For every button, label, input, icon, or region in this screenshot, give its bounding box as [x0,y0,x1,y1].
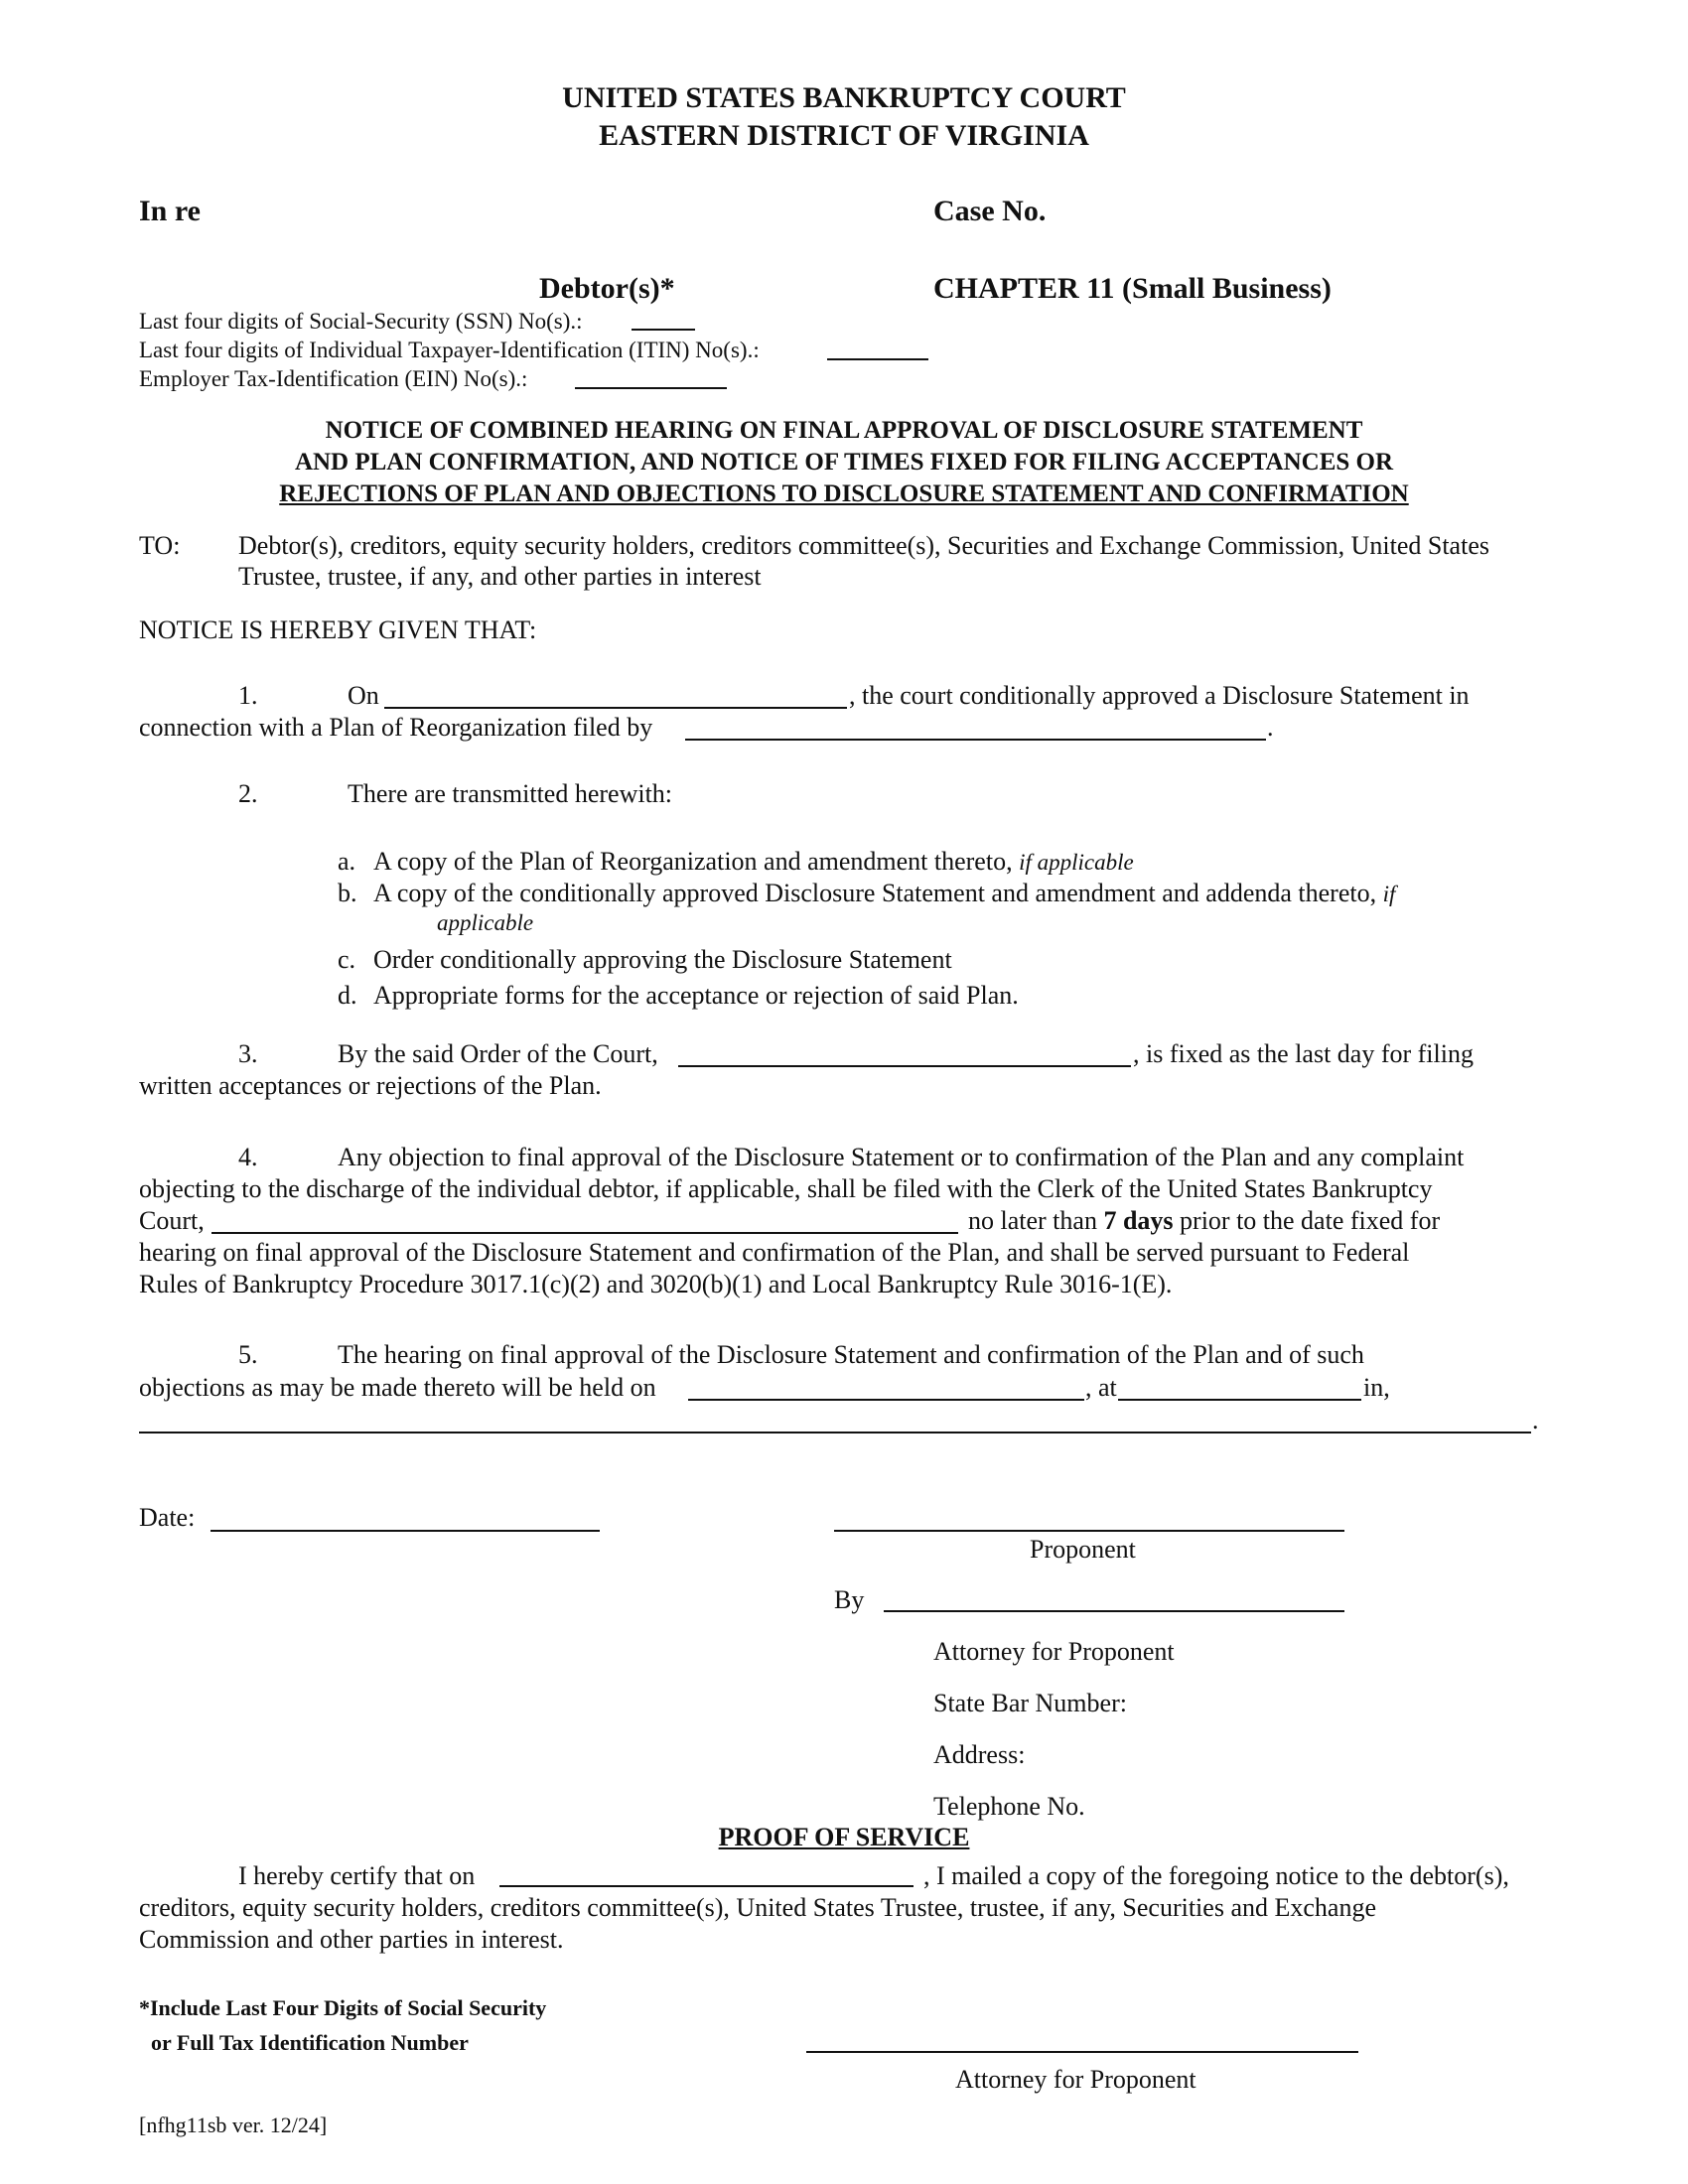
state-bar-label: State Bar Number: [933,1689,1127,1717]
p1-on: On [348,681,379,710]
list-item-continuation: applicable [437,910,534,935]
court-district: EASTERN DISTRICT OF VIRGINIA [599,119,1089,152]
p3-number: 3. [238,1039,258,1068]
p1-text: , the court conditionally approved a Disclosure Statement in [849,681,1470,710]
date-field[interactable] [211,1530,600,1532]
court-name: UNITED STATES BANKRUPTCY COURT [562,81,1126,114]
list-item: d. Appropriate forms for the acceptance or rejection of said Plan. [338,981,1019,1010]
notice-title-line1: NOTICE OF COMBINED HEARING ON FINAL APPROVAL OF DISCLOSURE STATEMENT [325,417,1363,444]
p3-text-line2: written acceptances or rejections of the Plan. [139,1071,602,1100]
by-signature-line[interactable] [884,1610,1344,1612]
p4-line3-court: Court, [139,1206,205,1235]
proponent-signature-line[interactable] [834,1530,1344,1532]
p5-period: . [1532,1406,1539,1434]
p5-hearing-date-field[interactable] [688,1399,1084,1401]
itin-field[interactable] [827,358,928,360]
list-item: b. A copy of the conditionally approved Disclosure Statement and amendment and addenda thereto, if [338,879,1396,907]
list-item: a. A copy of the Plan of Reorganization and amendment thereto, if applicable [338,847,1134,876]
p4-line2: objecting to the discharge of the individual debtor, if applicable, shall be filed with the Clerk of the United States Bankruptcy [139,1174,1433,1203]
date-label: Date: [139,1503,196,1532]
attorney-signature-label: Attorney for Proponent [955,2065,1196,2094]
p5-number: 5. [238,1340,258,1369]
p5-location-field[interactable] [139,1432,1531,1433]
form-id: [nfhg11sb ver. 12/24] [139,2113,328,2137]
p2-number: 2. [238,779,258,808]
p4-line3-deadline: no later than 7 days prior to the date fixed for [968,1206,1441,1235]
ssn-field[interactable] [632,329,695,331]
p1-filed-by-field[interactable] [685,739,1266,741]
ein-label: Employer Tax-Identification (EIN) No(s).: [139,366,528,391]
list-item: c. Order conditionally approving the Disclosure Statement [338,945,952,974]
address-label: Address: [933,1740,1026,1769]
p5-line2: objections as may be made thereto will be held on [139,1373,656,1402]
debtors-label: Debtor(s)* [539,272,675,305]
by-label: By [834,1585,865,1614]
p4-line5: Rules of Bankruptcy Procedure 3017.1(c)(2) and 3020(b)(1) and Local Bankruptcy Rule 3016-1(E). [139,1270,1173,1298]
p1-text-line2: connection with a Plan of Reorganization filed by [139,713,653,742]
p2-text: There are transmitted herewith: [348,779,673,808]
ein-field[interactable] [575,387,727,389]
p3-text: By the said Order of the Court, [338,1039,658,1068]
attorney-signature-line[interactable] [806,2051,1358,2053]
p5-line1: The hearing on final approval of the Disclosure Statement and confirmation of the Plan and of such [338,1340,1364,1369]
itin-label: Last four digits of Individual Taxpayer-Identification (ITIN) No(s).: [139,338,760,362]
proof-date-field[interactable] [499,1885,914,1887]
attorney-label: Attorney for Proponent [933,1637,1175,1666]
p3-date-field[interactable] [678,1065,1131,1067]
p5-at: , at [1085,1373,1117,1402]
notice-title-line2: AND PLAN CONFIRMATION, AND NOTICE OF TIMES FIXED FOR FILING ACCEPTANCES OR [294,449,1394,476]
telephone-label: Telephone No. [933,1792,1085,1821]
p4-number: 4. [238,1143,258,1171]
proof-line2: creditors, equity security holders, creditors committee(s), United States Trustee, trustee, if any, Securities and Exchange [139,1893,1376,1922]
notice-title-line3: REJECTIONS OF PLAN AND OBJECTIONS TO DISCLOSURE STATEMENT AND CONFIRMATION [279,480,1409,507]
p5-in: in, [1363,1373,1390,1402]
chapter-label: CHAPTER 11 (Small Business) [933,272,1332,305]
footnote-line1: *Include Last Four Digits of Social Security [139,1995,547,2020]
to-label: TO: [139,531,181,560]
p5-hearing-time-field[interactable] [1118,1399,1361,1401]
proof-line1-after: , I mailed a copy of the foregoing notice to the debtor(s), [923,1861,1509,1890]
ssn-label: Last four digits of Social-Security (SSN) No(s).: [139,309,583,334]
footnote-line2: or Full Tax Identification Number [151,2030,469,2055]
p4-court-address-field[interactable] [211,1232,958,1234]
p1-date-field[interactable] [384,707,847,709]
p1-period: . [1267,713,1274,742]
notice-given: NOTICE IS HEREBY GIVEN THAT: [139,615,537,644]
to-recipients-line2: Trustee, trustee, if any, and other parties in interest [238,562,762,591]
proponent-label: Proponent [1030,1535,1136,1564]
p1-number: 1. [238,681,258,710]
p4-line4: hearing on final approval of the Disclosure Statement and confirmation of the Plan, and shall be served pursuant to Federal [139,1238,1410,1267]
to-recipients-line1: Debtor(s), creditors, equity security holders, creditors committee(s), Securities and Exchange Commission, United States [238,531,1489,560]
case-number-label: Case No. [933,195,1047,227]
proof-line1: I hereby certify that on [238,1861,476,1890]
proof-of-service-heading: PROOF OF SERVICE [718,1823,970,1851]
in-re-label: In re [139,195,201,227]
proof-line3: Commission and other parties in interest. [139,1925,564,1954]
p4-line1: Any objection to final approval of the Disclosure Statement or to confirmation of the Plan and any complaint [338,1143,1465,1171]
p3-text-after: , is fixed as the last day for filing [1133,1039,1474,1068]
